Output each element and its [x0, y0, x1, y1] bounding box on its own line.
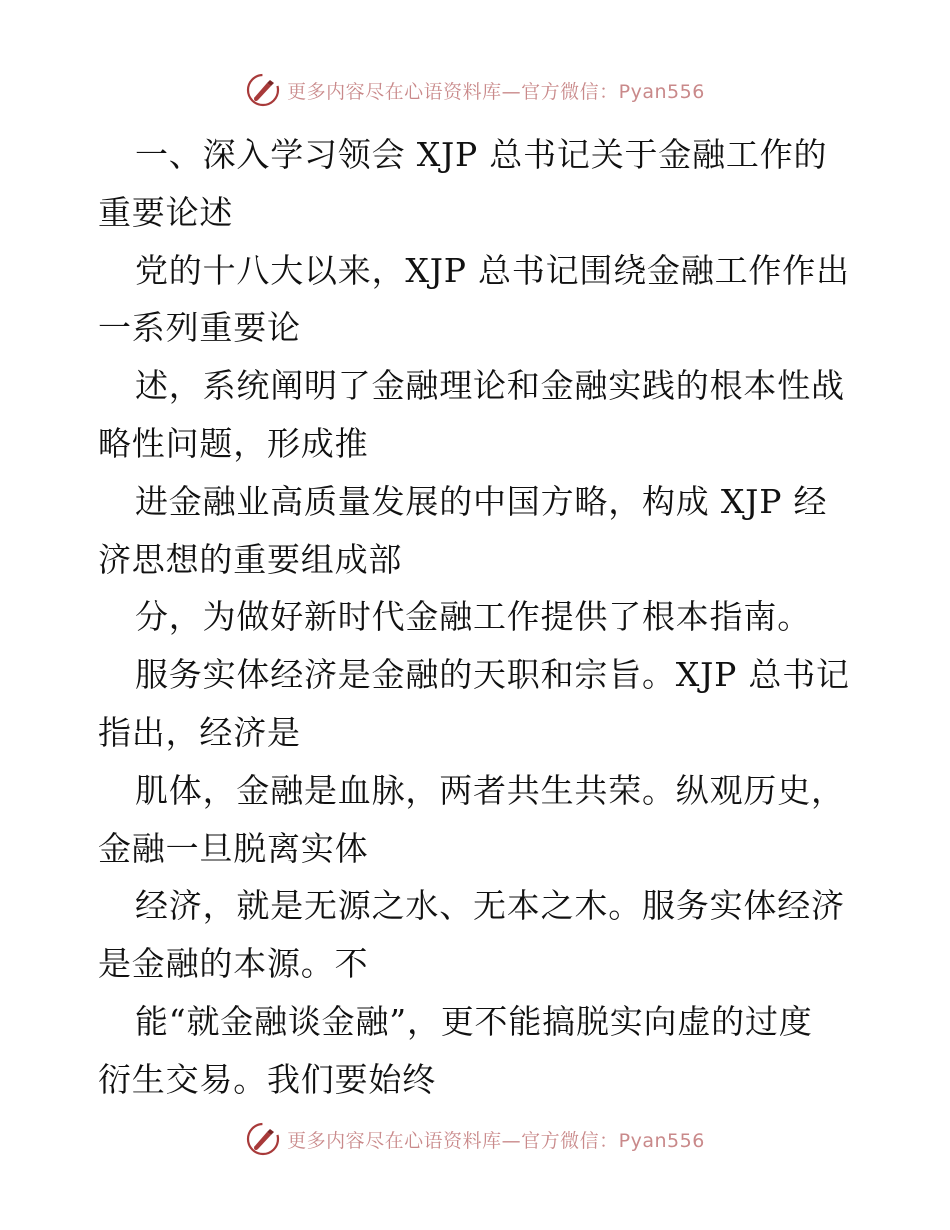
pen-logo-icon: [245, 72, 281, 108]
watermark-text: 更多内容尽在心语资料库—官方微信：Pyan556: [287, 1129, 705, 1152]
watermark-text: 更多内容尽在心语资料库—官方微信：Pyan556: [287, 80, 705, 103]
header-watermark: [0, 70, 950, 110]
document-body: [98, 126, 858, 1109]
text-line: 指出，经济是: [98, 712, 301, 752]
text-line: 略性问题，形成推: [98, 423, 369, 463]
text-line: 重要论述: [98, 192, 234, 232]
text-line: 述，系统阐明了金融理论和金融实践的根本性战: [135, 366, 845, 406]
text-line: 一系列重要论: [98, 308, 301, 348]
footer-watermark: [0, 1119, 950, 1159]
text-line: 经济，就是无源之水、无本之木。服务实体经济: [135, 886, 845, 926]
text-line: 金融一旦脱离实体: [98, 828, 369, 868]
text-line: 党的十八大以来，XJP 总书记围绕金融工作作出: [135, 250, 850, 290]
text-line: 济思想的重要组成部: [98, 539, 403, 579]
pen-logo-icon: [245, 1121, 281, 1157]
text-line: 是金融的本源。不: [98, 944, 369, 984]
text-line: 服务实体经济是金融的天职和宗旨。XJP 总书记: [135, 655, 850, 695]
text-line: 一、深入学习领会 XJP 总书记关于金融工作的: [135, 135, 828, 174]
text-line: 肌体，金融是血脉，两者共生共荣。纵观历史，: [135, 770, 845, 810]
text-line: 进金融业高质量发展的中国方略，构成 XJP 经: [135, 481, 828, 521]
text-line: 衍生交易。我们要始终: [98, 1059, 436, 1099]
text-line: 能“就金融谈金融”，更不能搞脱实向虚的过度: [135, 1001, 813, 1041]
text-line: 分，为做好新时代金融工作提供了根本指南。: [135, 597, 811, 637]
